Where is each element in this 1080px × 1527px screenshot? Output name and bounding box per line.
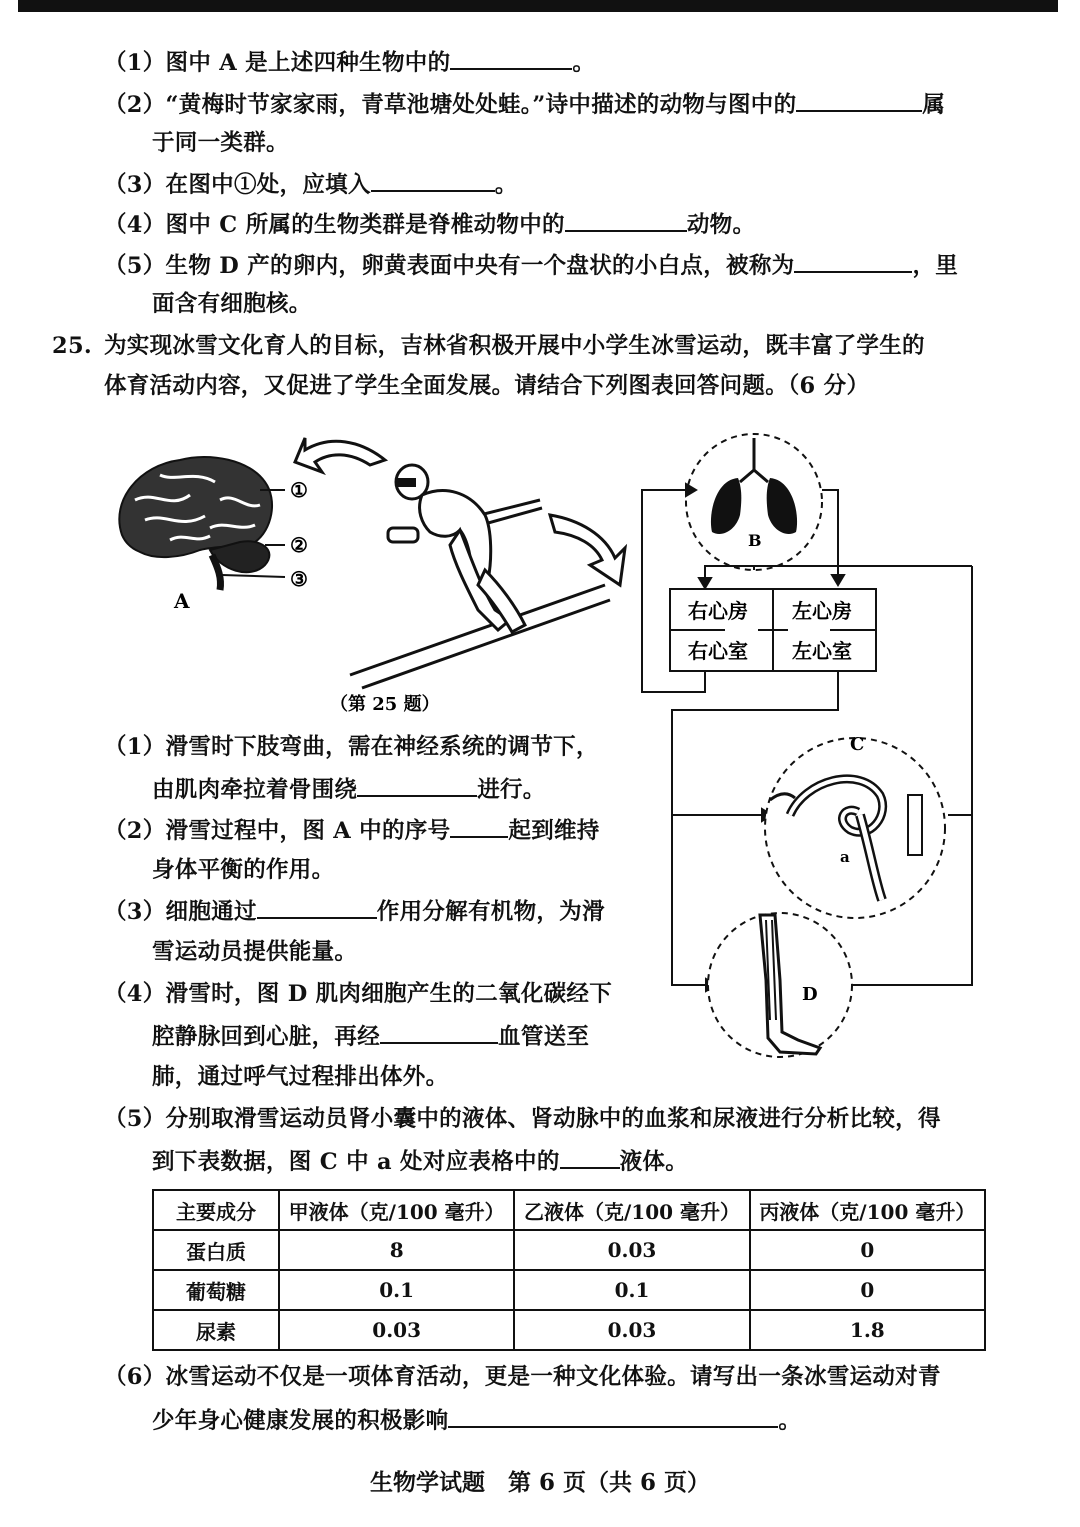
table-header: 丙液体（克/100 毫升） (750, 1190, 985, 1230)
table-cell: 蛋白质 (153, 1230, 279, 1270)
kidney-nephron-circle (765, 738, 945, 918)
q25-sub4-line3: 肺，通过呼气过程排出体外。 (152, 1064, 449, 1090)
table-cell: 尿素 (153, 1310, 279, 1350)
data-table (152, 1189, 986, 1351)
q25-sub5-line2: 到下表数据，图 C 中 a 处对应表格中的 液体。 (152, 1145, 688, 1177)
answer-blank (450, 814, 508, 838)
answer-blank (560, 1145, 620, 1169)
table-cell: 8 (279, 1230, 514, 1270)
q25-sub3-line1: （3）细胞通过 作用分解有机物，为滑 (104, 895, 605, 927)
table-cell: 葡萄糖 (153, 1270, 279, 1310)
table-cell: 0.1 (514, 1270, 749, 1310)
brain-marker-2: ② (290, 533, 308, 557)
q25-sub4-line1: （4）滑雪时，图 D 肌肉细胞产生的二氧化碳经下 (104, 981, 613, 1007)
q25-sub3-line2: 雪运动员提供能量。 (152, 939, 358, 965)
table-row (153, 1310, 985, 1350)
q24-sub1: （1）图中 A 是上述四种生物中的 。 (104, 46, 595, 78)
answer-blank (565, 208, 687, 232)
table-header: 甲液体（克/100 毫升） (279, 1190, 514, 1230)
q24-sub2-cont: 于同一类群。 (152, 130, 289, 156)
answer-blank (448, 1404, 778, 1428)
right-ventricle-label: 右心室 (688, 639, 748, 663)
figure-brain-skier (100, 420, 640, 720)
q25-sub1-line2: 由肌肉牵拉着骨围绕 进行。 (152, 773, 546, 805)
answer-blank (794, 249, 912, 273)
page-footer: 生物学试题 第 6 页（共 6 页） (369, 1469, 711, 1496)
q25-sub4-line2: 腔静脉回到心脏，再经 血管送至 (152, 1020, 589, 1052)
q25-sub6-line1: （6）冰雪运动不仅是一项体育活动，更是一种文化体验。请写出一条冰雪运动对青 (104, 1364, 941, 1390)
q25-number: 25. (52, 333, 93, 359)
q24-sub5: （5）生物 D 产的卵内，卵黄表面中央有一个盘状的小白点，被称为 ，里 (104, 249, 958, 281)
q25-sub2-line1: （2）滑雪过程中，图 A 中的序号 起到维持 (104, 814, 600, 846)
left-atrium-label: 左心房 (792, 599, 852, 623)
table-cell: 1.8 (750, 1310, 985, 1350)
q25-sub5-line1: （5）分别取滑雪运动员肾小囊中的液体、肾动脉中的血浆和尿液进行分析比较，得 (104, 1106, 941, 1132)
table-header: 主要成分 (153, 1190, 279, 1230)
table-header-row (153, 1190, 985, 1230)
table-row (153, 1270, 985, 1310)
q24-sub3: （3）在图中①处，应填入 。 (104, 168, 518, 200)
skier-illustration (350, 465, 610, 688)
answer-blank (380, 1020, 498, 1044)
answer-blank (371, 168, 495, 192)
left-ventricle-label: 左心室 (792, 639, 852, 663)
brain-marker-1: ① (290, 478, 308, 502)
top-border-bar (18, 0, 1058, 12)
table-cell: 0 (750, 1270, 985, 1310)
q25-sub1-line1: （1）滑雪时下肢弯曲，需在神经系统的调节下， (104, 734, 599, 760)
table-row (153, 1230, 985, 1270)
lungs-label: B (748, 531, 762, 550)
answer-blank (257, 895, 377, 919)
brain-marker-3: ③ (290, 567, 308, 591)
answer-blank (357, 773, 477, 797)
table-cell: 0.03 (514, 1310, 749, 1350)
brain-illustration (119, 457, 285, 590)
q25-sub2-line2: 身体平衡的作用。 (152, 857, 335, 883)
q25-intro-line2: 体育活动内容，又促进了学生全面发展。请结合下列图表回答问题。（6 分） (104, 373, 870, 399)
answer-blank (796, 88, 922, 112)
answer-blank (450, 46, 572, 70)
figure-caption: （第 25 题） (330, 694, 440, 715)
leg-label: D (802, 984, 818, 1005)
q24-sub2: （2）“黄梅时节家家雨，青草池塘处处蛙。”诗中描述的动物与图中的 属 (104, 88, 945, 120)
table-cell: 0.1 (279, 1270, 514, 1310)
table-cell: 0.03 (279, 1310, 514, 1350)
arrow-left-icon (295, 438, 385, 472)
kidney-label: C (850, 734, 865, 755)
table-header: 乙液体（克/100 毫升） (514, 1190, 749, 1230)
arrow-right-icon (550, 515, 625, 585)
q25-intro-line1: 为实现冰雪文化育人的目标，吉林省积极开展中小学生冰雪运动，既丰富了学生的 (104, 333, 925, 359)
right-atrium-label: 右心房 (688, 599, 748, 623)
kidney-point-a: a (840, 848, 850, 866)
leg-circle (708, 913, 852, 1057)
q24-sub5-cont: 面含有细胞核。 (152, 291, 312, 317)
table-cell: 0 (750, 1230, 985, 1270)
circulation-lines (642, 484, 972, 991)
q24-sub4: （4）图中 C 所属的生物类群是脊椎动物中的 动物。 (104, 208, 755, 240)
figure-circulation (630, 420, 1080, 1070)
table-cell: 0.03 (514, 1230, 749, 1270)
q25-sub6-line2: 少年身心健康发展的积极影响 。 (152, 1404, 801, 1436)
brain-label: A (174, 589, 190, 613)
